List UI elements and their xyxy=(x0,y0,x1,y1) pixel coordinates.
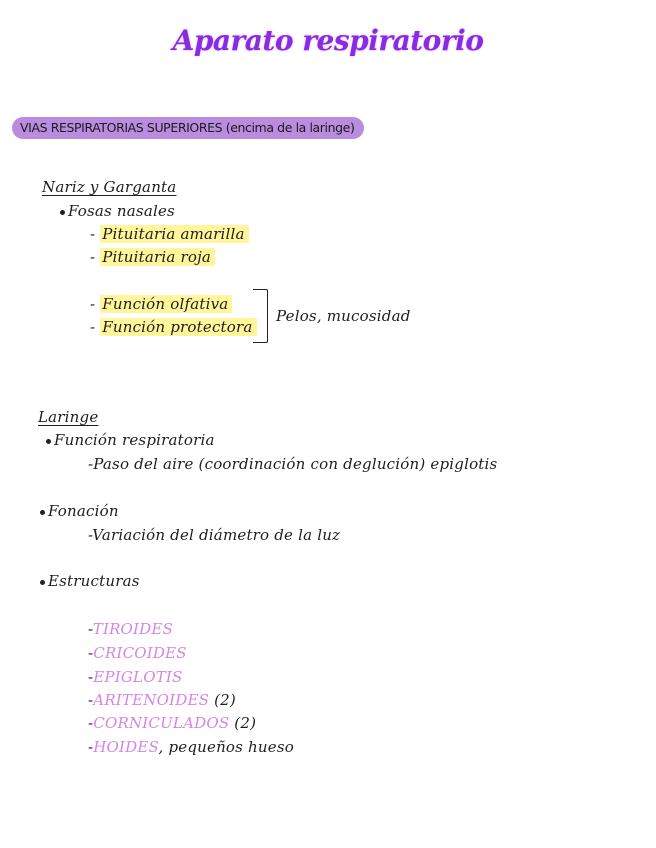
fonacion-detail-text: Variación del diámetro de la luz xyxy=(92,526,341,544)
nariz-heading: Nariz y Garganta xyxy=(42,178,177,196)
list-item: -CORNICULADOS (2) xyxy=(88,714,257,732)
highlighted-text: Pituitaria amarilla xyxy=(100,225,248,243)
bullet-dot xyxy=(60,210,65,215)
fonacion-bullet xyxy=(40,502,119,520)
structure-name: HOIDES xyxy=(93,738,159,756)
fosas-nasales-label: Fosas nasales xyxy=(68,202,175,220)
list-item: - Función olfativa xyxy=(90,295,232,313)
funcion-detail-text: Paso del aire (coordinación con deglución) epiglotis xyxy=(93,455,498,473)
list-item: -ARITENOIDES (2) xyxy=(88,691,236,709)
structure-name: ARITENOIDES xyxy=(93,691,210,709)
funcion-respiratoria-label: Función respiratoria xyxy=(54,431,215,449)
laringe-heading: Laringe xyxy=(38,408,99,426)
estructuras-label: Estructuras xyxy=(48,572,140,590)
bullet-dot xyxy=(40,510,45,515)
fonacion-detail: -Variación del diámetro de la luz xyxy=(88,526,341,544)
bullet-dot xyxy=(46,439,51,444)
list-item: - Pituitaria roja xyxy=(90,248,215,266)
section-banner: VIAS RESPIRATORIAS SUPERIORES (encima de la laringe) xyxy=(12,117,364,139)
list-item: -CRICOIDES xyxy=(88,644,187,662)
list-item: -TIROIDES xyxy=(88,620,174,638)
structure-note: (2) xyxy=(214,691,236,709)
highlighted-text: Función olfativa xyxy=(100,295,232,313)
bracket-shape xyxy=(253,289,268,343)
fonacion-label: Fonación xyxy=(48,502,119,520)
structure-note: (2) xyxy=(234,714,257,732)
estructuras-bullet xyxy=(40,572,140,590)
structure-name: CRICOIDES xyxy=(93,644,187,662)
structure-name: CORNICULADOS xyxy=(93,714,230,732)
list-item: - Función protectora xyxy=(90,318,257,336)
page-title: Aparato respiratorio xyxy=(172,24,484,57)
highlighted-text: Función protectora xyxy=(100,318,256,336)
structure-name: EPIGLOTIS xyxy=(93,668,183,686)
list-item: - Pituitaria amarilla xyxy=(90,225,249,243)
list-item: -HOIDES, pequeños hueso xyxy=(88,738,294,756)
bullet-dot xyxy=(40,580,45,585)
highlighted-text: Pituitaria roja xyxy=(100,248,215,266)
structure-note: , pequeños hueso xyxy=(158,738,294,756)
list-item: -EPIGLOTIS xyxy=(88,668,183,686)
structure-name: TIROIDES xyxy=(92,620,174,638)
fosas-nasales-bullet xyxy=(60,202,175,220)
bracket-note: Pelos, mucosidad xyxy=(276,307,411,325)
funcion-detail: -Paso del aire (coordinación con deglución) epiglotis xyxy=(88,455,498,473)
funcion-respiratoria-bullet xyxy=(46,431,215,449)
